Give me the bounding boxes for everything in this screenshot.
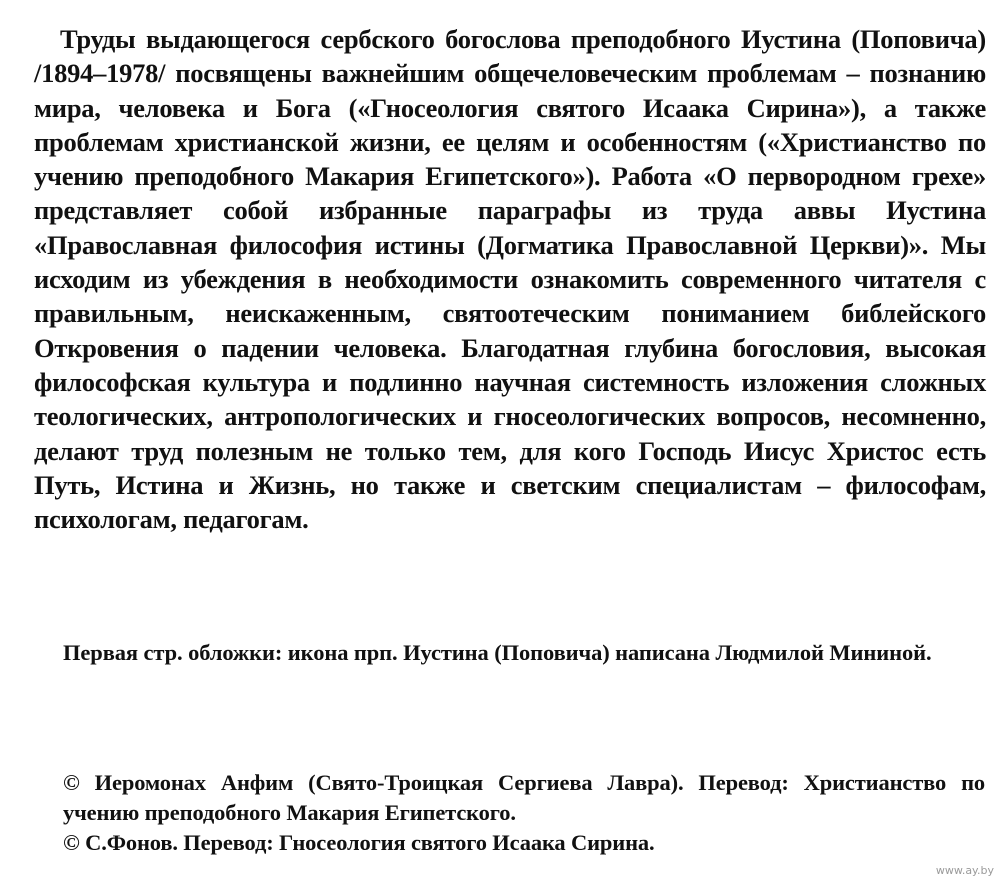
copyright-translation-1: © Иеромонах Анфим (Свято-Троицкая Сергиева Лавра). Перевод: Христианство по учению преподобного Макария Египетского. bbox=[63, 770, 985, 825]
cover-credit-note: Первая стр. обложки: икона прп. Иустина (Поповича) написана Людмилой Мининой. bbox=[63, 640, 932, 665]
copyright-translation-2: © С.Фонов. Перевод: Гносеология святого Исаака Сирина. bbox=[63, 830, 655, 855]
annotation-paragraph: Труды выдающегося сербского богослова преподобного Иустина (Поповича) /1894–1978/ посвящены важнейшим общечеловеческим проблемам – познанию мира, человека и Бога («Гносеология святого Исаака Сирина»), а также проблемам христианской жизни, ее целям и особенностям («Христианство по учению преподобного Макария Египетского»). Работа «О первородном грехе» представляет собой избранные параграфы из труда аввы Иустина «Православная философия истины (Догматика Православной Церкви)». Мы исходим из убеждения в необходимости ознакомить современного читателя с правильным, неискаженным, святоотеческим пониманием библейского Откровения о падении человека. Благодатная глубина богословия, высокая философская культура и подлинно научная системность изложения сложных теологических, антропологических и гносеологических вопросов, несомненно, делают труд полезным не только тем, для кого Господь Иисус Христос есть Путь, Истина и Жизнь, но также и светским специалистам – философам, психологам, педагогам. bbox=[34, 24, 986, 535]
site-watermark: www.ay.by bbox=[935, 864, 994, 877]
